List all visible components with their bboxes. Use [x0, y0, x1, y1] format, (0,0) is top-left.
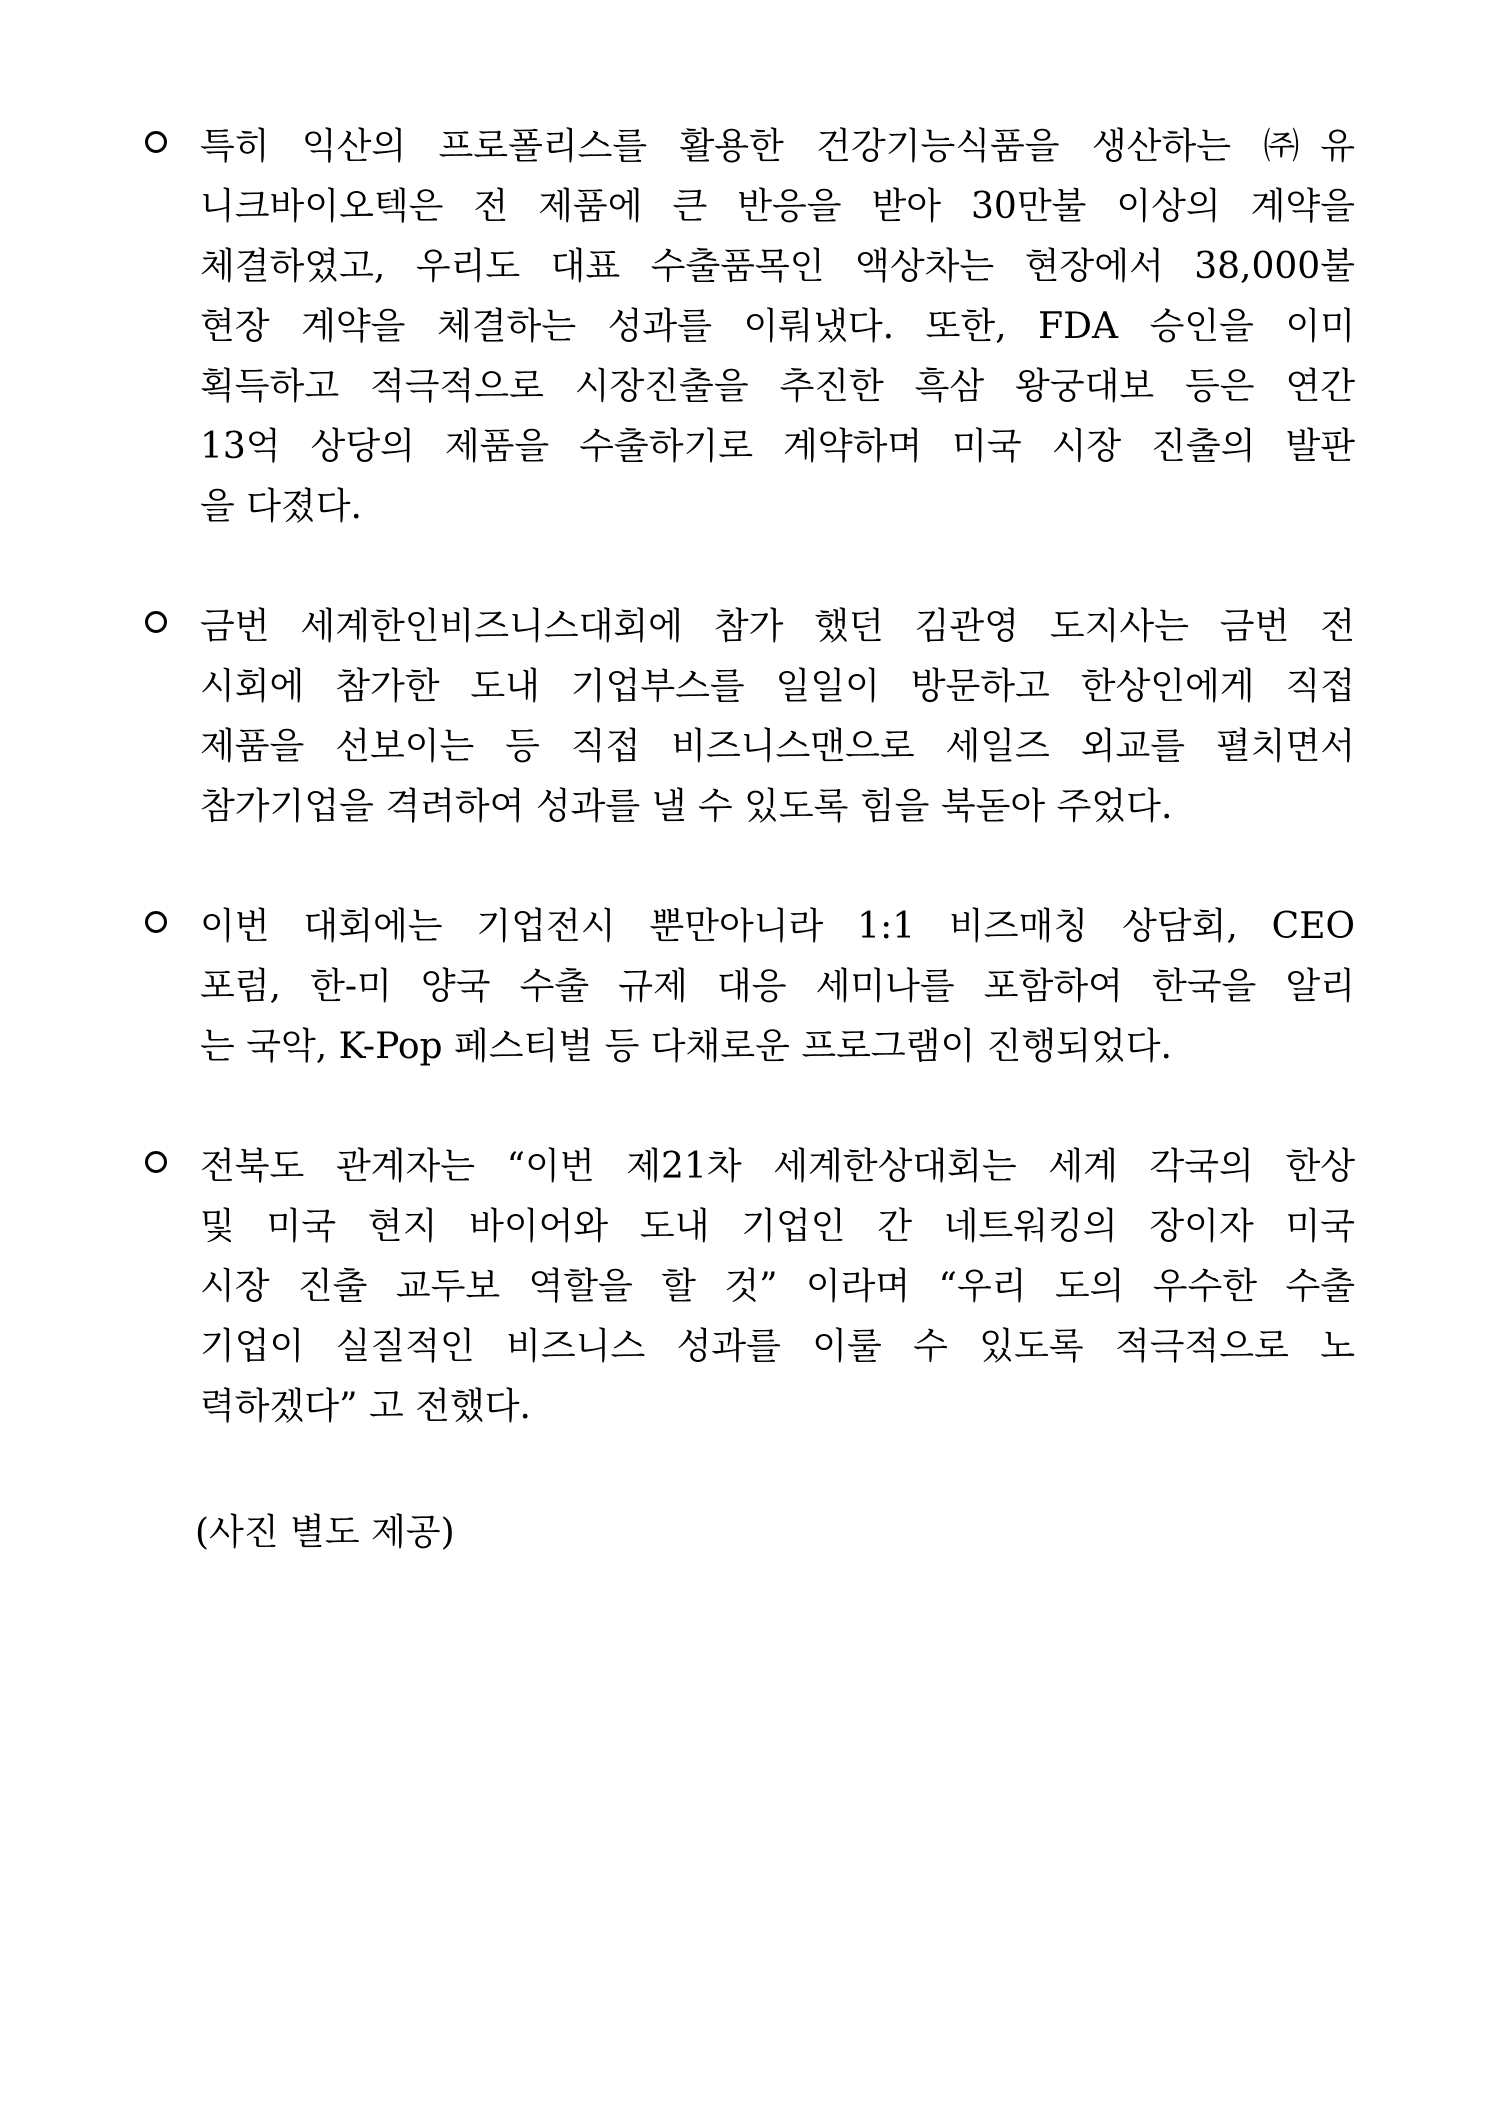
- paragraph-line: 및 미국 현지 바이어와 도내 기업인 간 네트워킹의 장이자 미국: [200, 1206, 1355, 1247]
- paragraph-line: 특히 익산의 프로폴리스를 활용한 건강기능식품을 생산하는 ㈜유: [200, 126, 1355, 167]
- paragraph-line: 체결하였고, 우리도 대표 수출품목인 액상차는 현장에서 38,000불: [200, 246, 1355, 287]
- paragraph-line: 시장 진출 교두보 역할을 할 것” 이라며 “우리 도의 우수한 수출: [200, 1266, 1355, 1307]
- circle-bullet-icon: [145, 911, 167, 933]
- circle-bullet-icon: [145, 1151, 167, 1173]
- paragraph-line: 을 다졌다.: [200, 486, 362, 527]
- paragraph-line: 포럼, 한-미 양국 수출 규제 대응 세미나를 포함하여 한국을 알리: [200, 966, 1355, 1007]
- paragraph-line: 참가기업을 격려하여 성과를 낼 수 있도록 힘을 북돋아 주었다.: [200, 786, 1173, 827]
- paragraph-line: 기업이 실질적인 비즈니스 성과를 이룰 수 있도록 적극적으로 노: [200, 1326, 1355, 1367]
- paragraph-line: 전북도 관계자는 “이번 제21차 세계한상대회는 세계 각국의 한상: [200, 1146, 1355, 1187]
- paragraph-line: 획득하고 적극적으로 시장진출을 추진한 흑삼 왕궁대보 등은 연간: [200, 366, 1355, 407]
- paragraph-line: 력하겠다” 고 전했다.: [200, 1386, 531, 1427]
- paragraph-line: 는 국악, K-Pop 페스티벌 등 다채로운 프로그램이 진행되었다.: [200, 1026, 1172, 1067]
- photo-caption: (사진 별도 제공): [195, 1512, 455, 1553]
- paragraph-line: 금번 세계한인비즈니스대회에 참가 했던 김관영 도지사는 금번 전: [200, 606, 1355, 647]
- paragraph-line: 현장 계약을 체결하는 성과를 이뤄냈다. 또한, FDA 승인을 이미: [200, 306, 1355, 347]
- paragraph-line: 이번 대회에는 기업전시 뿐만아니라 1:1 비즈매칭 상담회, CEO: [200, 906, 1355, 947]
- paragraph-line: 시회에 참가한 도내 기업부스를 일일이 방문하고 한상인에게 직접: [200, 666, 1355, 707]
- circle-bullet-icon: [145, 611, 167, 633]
- paragraph-line: 니크바이오텍은 전 제품에 큰 반응을 받아 30만불 이상의 계약을: [200, 186, 1355, 227]
- circle-bullet-icon: [145, 131, 167, 153]
- paragraph-line: 13억 상당의 제품을 수출하기로 계약하며 미국 시장 진출의 발판: [200, 426, 1355, 467]
- paragraph-line: 제품을 선보이는 등 직접 비즈니스맨으로 세일즈 외교를 펼치면서: [200, 726, 1355, 767]
